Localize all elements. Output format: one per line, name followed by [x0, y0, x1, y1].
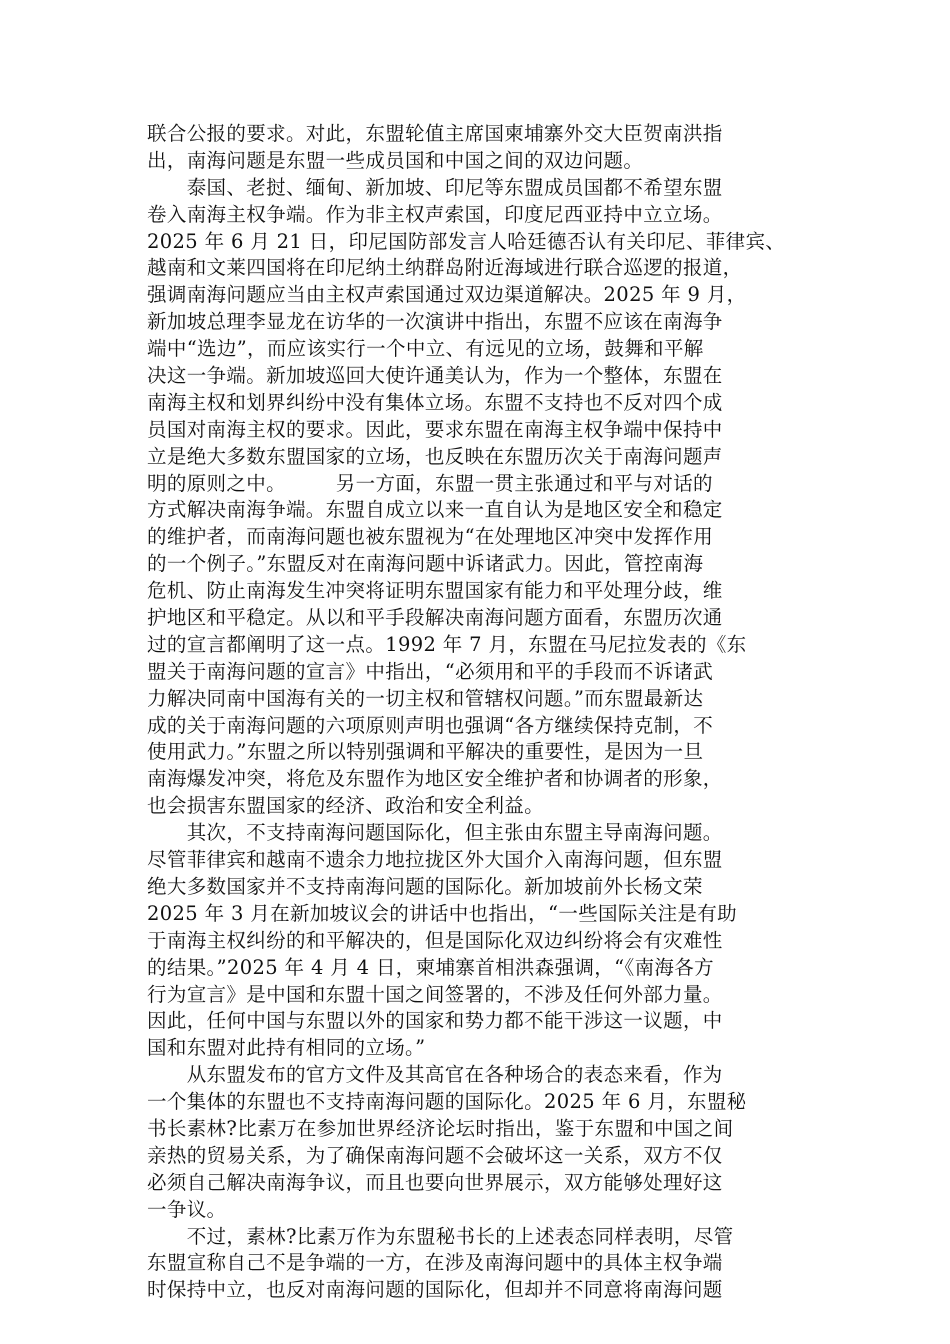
text-line: 2025 年 6 月 21 日，印尼国防部发言人哈廷德否认有关印尼、菲律宾、: [147, 229, 786, 253]
text-line: 新加坡总理李显龙在访华的一次演讲中指出，东盟不应该在南海争: [147, 310, 723, 334]
text-line: 卷入南海主权争端。作为非主权声索国，印度尼西亚持中立立场。: [147, 202, 723, 226]
text-line: 的维护者，而南海问题也被东盟视为“在处理地区冲突中发挥作用: [147, 525, 714, 549]
body-text: [147, 121, 807, 1304]
text-line: 亲热的贸易关系，为了确保南海问题不会破坏这一关系，双方不仅: [147, 1143, 723, 1167]
text-line: 2025 年 3 月在新加坡议会的讲话中也指出，“一些国际关注是有助: [147, 901, 737, 925]
text-line: 泰国、老挝、缅甸、新加坡、印尼等东盟成员国都不希望东盟: [147, 175, 723, 199]
text-line: 一个集体的东盟也不支持南海问题的国际化。2025 年 6 月，东盟秘: [147, 1090, 747, 1114]
text-line: 联合公报的要求。对此，东盟轮值主席国柬埔寨外交大臣贺南洪指: [147, 122, 723, 145]
text-line: 国和东盟对此持有相同的立场。”: [147, 1036, 426, 1060]
text-line: 一争议。: [147, 1197, 227, 1221]
text-line: 的一个例子。”东盟反对在南海问题中诉诸武力。因此，管控南海: [147, 552, 704, 576]
text-line: 端中“选边”，而应该实行一个中立、有远见的立场，鼓舞和平解: [147, 337, 704, 361]
text-line: 明的原则之中。 另一方面，东盟一贯主张通过和平与对话的: [147, 471, 713, 495]
text-line: 绝大多数国家并不支持南海问题的国际化。新加坡前外长杨文荣: [147, 874, 703, 898]
text-line: 其次，不支持南海问题国际化，但主张由东盟主导南海问题。: [147, 821, 723, 845]
text-line: 力解决同南中国海有关的一切主权和管辖权问题。”而东盟最新达: [147, 686, 704, 710]
text-line: 决这一争端。新加坡巡回大使许通美认为，作为一个整体，东盟在: [147, 364, 723, 388]
text-line: 时保持中立，也反对南海问题的国际化，但却并不同意将南海问题: [147, 1278, 723, 1302]
text-line: 使用武力。”东盟之所以特别强调和平解决的重要性，是因为一旦: [147, 740, 704, 764]
text-line: 护地区和平稳定。从以和平手段解决南海问题方面看，东盟历次通: [147, 606, 723, 630]
text-line: 行为宣言》是中国和东盟十国之间签署的，不涉及任何外部力量。: [147, 982, 723, 1006]
text-line: 盟关于南海问题的宣言》中指出，“必须用和平的手段而不诉诸武: [147, 659, 714, 683]
text-line: 员国对南海主权的要求。因此，要求东盟在南海主权争端中保持中: [147, 417, 723, 441]
text-line: 因此，任何中国与东盟以外的国家和势力都不能干涉这一议题，中: [147, 1009, 723, 1033]
text-line: 从东盟发布的官方文件及其高官在各种场合的表态来看，作为: [147, 1063, 723, 1087]
text-line: 过的宣言都阐明了这一点。1992 年 7 月，东盟在马尼拉发表的《东: [147, 632, 747, 656]
text-line: 方式解决南海争端。东盟自成立以来一直自认为是地区安全和稳定: [147, 498, 723, 522]
text-line: 东盟宣称自己不是争端的一方，在涉及南海问题中的具体主权争端: [147, 1251, 723, 1275]
text-line: 出，南海问题是东盟一些成员国和中国之间的双边问题。: [147, 148, 644, 172]
text-line: 成的关于南海问题的六项原则声明也强调“各方继续保持克制，不: [147, 713, 714, 737]
text-line: 越南和文莱四国将在印尼纳土纳群岛附近海域进行联合巡逻的报道，: [147, 256, 743, 280]
text-line: 的结果。”2025 年 4 月 4 日，柬埔寨首相洪森强调，“《南海各方: [147, 955, 714, 979]
text-line: 也会损害东盟国家的经济、政治和安全利益。: [147, 794, 545, 818]
text-line: 立是绝大多数东盟国家的立场，也反映在东盟历次关于南海问题声: [147, 444, 723, 468]
text-line: 不过，素林?比素万作为东盟秘书长的上述表态同样表明，尽管: [147, 1224, 734, 1248]
text-line: 必须自己解决南海争议，而且也要向世界展示，双方能够处理好这: [147, 1170, 723, 1194]
text-line: 书长素林?比素万在参加世界经济论坛时指出，鉴于东盟和中国之间: [147, 1116, 734, 1140]
text-line: 危机、防止南海发生冲突将证明东盟国家有能力和平处理分歧，维: [147, 579, 723, 603]
text-line: 南海主权和划界纠纷中没有集体立场。东盟不支持也不反对四个成: [147, 390, 723, 414]
text-line: 强调南海问题应当由主权声索国通过双边渠道解决。2025 年 9 月，: [147, 283, 747, 307]
text-line: 于南海主权纠纷的和平解决的，但是国际化双边纠纷将会有灾难性: [147, 928, 723, 952]
text-line: 尽管菲律宾和越南不遗余力地拉拢区外大国介入南海问题，但东盟: [147, 848, 723, 872]
text-line: 南海爆发冲突，将危及东盟作为地区安全维护者和协调者的形象，: [147, 767, 723, 791]
